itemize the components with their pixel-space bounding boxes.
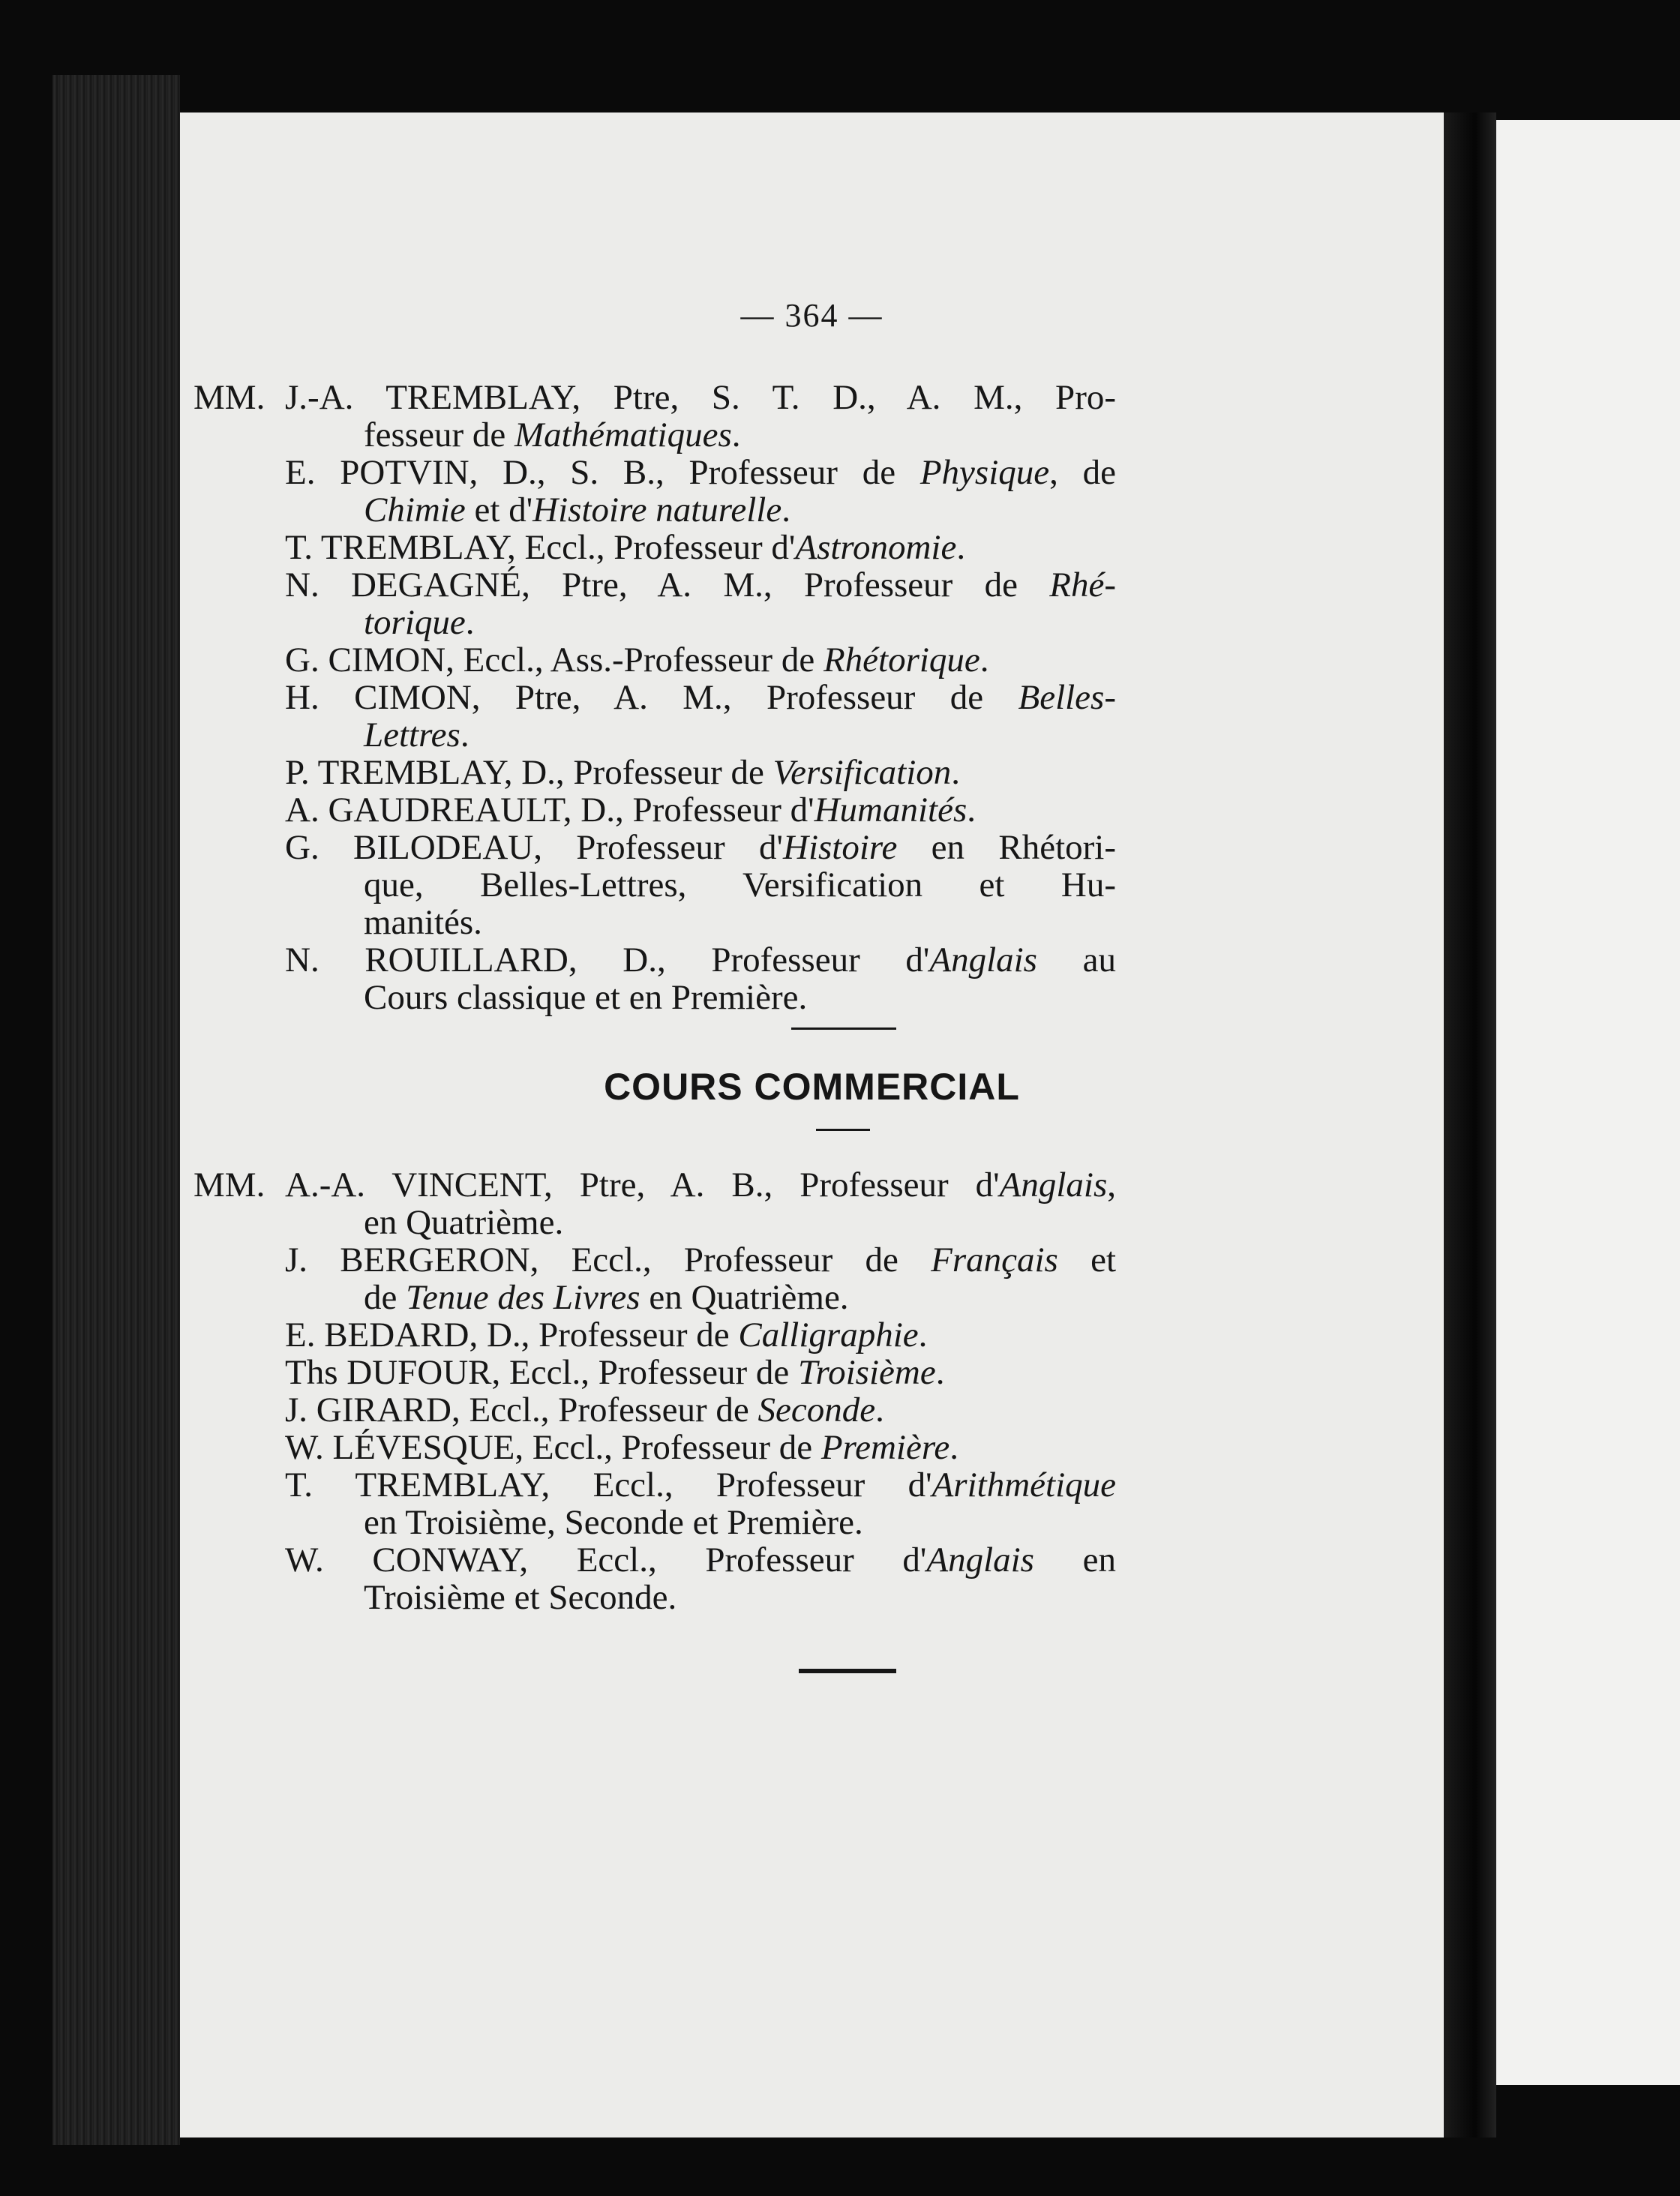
entry-prefix: [194, 754, 285, 791]
entry-prefix: [194, 1466, 285, 1541]
entry-content: [285, 1429, 1116, 1466]
entry-prefix: [194, 791, 285, 829]
entry-prefix: [194, 454, 285, 529]
entry-prefix: [194, 1316, 285, 1354]
entry-first-line: E. BEDARD, D., Professeur de Calligraphie.: [285, 1316, 928, 1354]
entry-first-line: P. TREMBLAY, D., Professeur de Versification.: [285, 753, 960, 792]
entry-prefix: [194, 941, 285, 1016]
entry-prefix: [194, 1354, 285, 1391]
entry-prefix: [194, 1429, 285, 1466]
entry-content: [285, 791, 1116, 829]
entry-content: [285, 754, 1116, 791]
faculty-entry: [194, 1541, 1116, 1616]
entry-first-line: J.-A. TREMBLAY, Ptre, S. T. D., A. M., Pro-: [285, 378, 1116, 417]
entry-continuation-line: Cours classique et en Première.: [364, 978, 808, 1017]
book-page-edges: [52, 75, 180, 2145]
separator-rule: [791, 1028, 896, 1030]
entry-continuation-line: fesseur de Mathématiques.: [364, 416, 741, 454]
entry-continuation-line: que, Belles-Lettres, Versification et Hu-: [364, 866, 1116, 904]
entry-content: [285, 941, 1116, 1016]
entry-continuation-line: Lettres.: [364, 716, 470, 754]
entry-first-line: G. CIMON, Eccl., Ass.-Professeur de Rhétorique.: [285, 640, 989, 680]
entry-content: [285, 1354, 1116, 1391]
faculty-entry: [194, 1241, 1116, 1316]
entry-continuation-line: Chimie et d'Histoire naturelle.: [364, 490, 790, 530]
faculty-entry: [194, 641, 1116, 679]
entry-prefix: [194, 1541, 285, 1616]
section-title: COURS COMMERCIAL: [604, 1066, 1020, 1108]
entry-continuation-line: torique.: [364, 603, 475, 642]
entry-first-line: W. LÉVESQUE, Eccl., Professeur de Première.: [285, 1428, 958, 1467]
faculty-list-commercial: [194, 1166, 1116, 1616]
faculty-entry: [194, 566, 1116, 641]
entry-first-line: J. BERGERON, Eccl., Professeur de Français et: [285, 1240, 1117, 1280]
entry-first-line: T. TREMBLAY, Eccl., Professeur d'Arithmétique: [285, 1466, 1116, 1504]
separator-rule-small: [816, 1129, 870, 1131]
faculty-entry: [194, 829, 1116, 941]
facing-page: [1496, 120, 1680, 2085]
entry-first-line: A. GAUDREAULT, D., Professeur d'Humanités.: [285, 790, 976, 830]
entry-continuation-line: Troisième et Seconde.: [364, 1578, 677, 1617]
entry-content: [285, 1541, 1116, 1616]
entry-content: [285, 454, 1116, 529]
page-number: — 364 —: [740, 297, 884, 334]
entry-continuation-line: manités.: [364, 903, 482, 942]
entry-first-line: G. BILODEAU, Professeur d'Histoire en Rhétori-: [285, 828, 1116, 867]
entry-content: [285, 1316, 1116, 1354]
entry-prefix: [194, 529, 285, 566]
faculty-list-classical: [194, 379, 1116, 1016]
entry-content: [285, 1391, 1116, 1429]
faculty-entry: [194, 379, 1116, 454]
entry-prefix: MM.: [194, 1166, 266, 1204]
entry-content: [285, 566, 1116, 641]
entry-content: [285, 379, 1116, 454]
entry-prefix: [194, 641, 285, 679]
faculty-entry: [194, 454, 1116, 529]
faculty-entry: [194, 1466, 1116, 1541]
entry-prefix: MM.: [194, 378, 266, 417]
faculty-entry: [194, 1166, 1116, 1241]
faculty-entry: [194, 529, 1116, 566]
entry-content: [285, 529, 1116, 566]
entry-prefix: [194, 1241, 285, 1316]
entry-content: [285, 641, 1116, 679]
faculty-entry: [194, 1316, 1116, 1354]
entry-first-line: Ths DUFOUR, Eccl., Professeur de Troisième.: [285, 1353, 945, 1392]
entry-prefix: [194, 1391, 285, 1429]
entry-content: [285, 1466, 1116, 1541]
entry-first-line: A.-A. VINCENT, Ptre, A. B., Professeur d'Anglais,: [285, 1166, 1116, 1204]
entry-continuation-line: en Troisième, Seconde et Première.: [364, 1503, 863, 1542]
entry-first-line: N. DEGAGNÉ, Ptre, A. M., Professeur de Rhé-: [285, 566, 1116, 604]
entry-content: [285, 1166, 1116, 1241]
faculty-entry: [194, 754, 1116, 791]
faculty-entry: [194, 791, 1116, 829]
faculty-entry: [194, 679, 1116, 754]
entry-prefix: [194, 679, 285, 754]
entry-first-line: E. POTVIN, D., S. B., Professeur de Physique, de: [285, 453, 1116, 492]
entry-first-line: N. ROUILLARD, D., Professeur d'Anglais au: [285, 940, 1116, 980]
entry-prefix: [194, 829, 285, 941]
entry-continuation-line: en Quatrième.: [364, 1203, 564, 1242]
entry-first-line: H. CIMON, Ptre, A. M., Professeur de Belles-: [285, 678, 1116, 717]
faculty-entry: [194, 1391, 1116, 1429]
entry-continuation-line: de Tenue des Livres en Quatrième.: [364, 1278, 849, 1317]
entry-prefix: [194, 566, 285, 641]
entry-first-line: W. CONWAY, Eccl., Professeur d'Anglais en: [285, 1540, 1116, 1580]
faculty-entry: [194, 1429, 1116, 1466]
entry-content: [285, 1241, 1116, 1316]
entry-first-line: T. TREMBLAY, Eccl., Professeur d'Astronomie.: [285, 528, 966, 567]
entry-content: [285, 829, 1116, 941]
entry-first-line: J. GIRARD, Eccl., Professeur de Seconde.: [285, 1390, 884, 1430]
book-gutter: [1444, 112, 1496, 2138]
faculty-entry: [194, 941, 1116, 1016]
end-rule: [799, 1669, 896, 1673]
faculty-entry: [194, 1354, 1116, 1391]
entry-content: [285, 679, 1116, 754]
